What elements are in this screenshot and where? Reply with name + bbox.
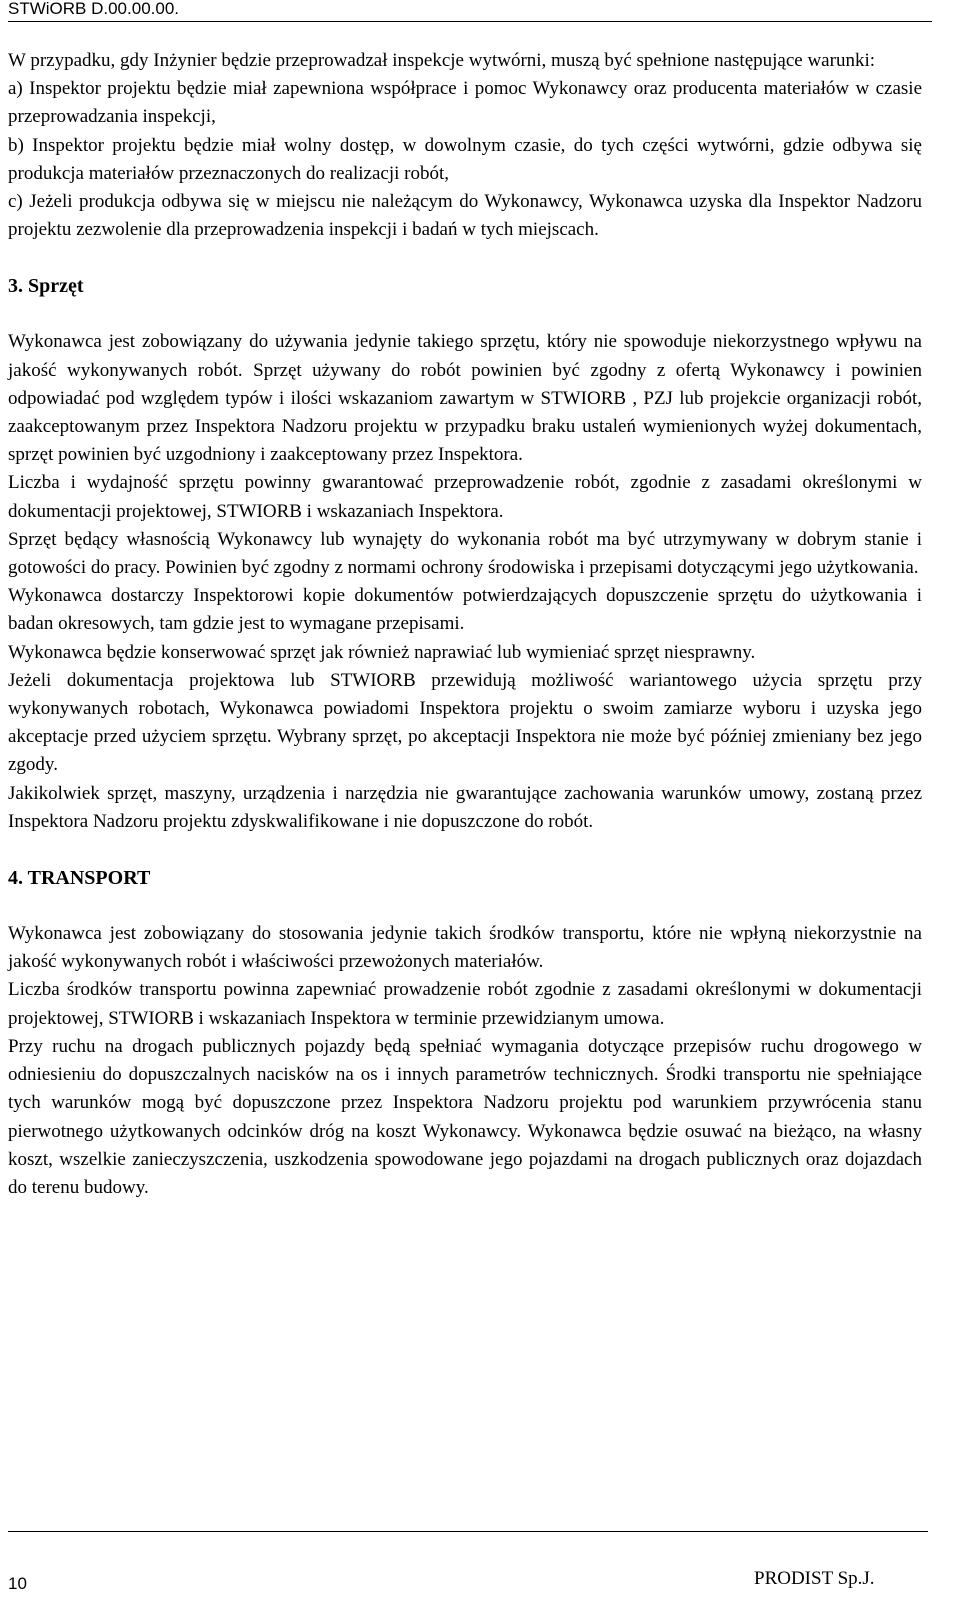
condition-a: a) Inspektor projektu będzie miał zapewniona współprace i pomoc Wykonawcy oraz producenta materiałów w czasie przeprowadzania inspekcji,: [8, 78, 922, 128]
section-heading-transport: 4. TRANSPORT: [8, 867, 151, 890]
company-name: PRODIST Sp.J.: [754, 1568, 875, 1589]
condition-b: b) Inspektor projektu będzie miał wolny dostęp, w dowolnym czasie, do tych części wytwórni, gdzie odbywa się produkcja materiałów przeznaczonych do realizacji robót,: [8, 134, 922, 184]
transport-paragraph-1: Wykonawca jest zobowiązany do stosowania jedynie takich środków transportu, które nie wpłyną niekorzystnie na jakość wykonywanych robót i właściwości przewożonych materiałów.: [8, 923, 922, 973]
spacer: [8, 244, 922, 272]
equipment-paragraph-6: Jeżeli dokumentacja projektowa lub STWIORB przewidują możliwość wariantowego użycia sprzętu przy wykonywanych robotach, Wykonawca powiadomi Inspektora projektu o swoim zamiarze wyboru i uzyska jego akceptacje przed użyciem sprzętu. Wybrany sprzęt, po akceptacji Inspektora nie może być później zmieniany bez jego zgody.: [8, 669, 922, 776]
condition-c: c) Jeżeli produkcja odbywa się w miejscu nie należącym do Wykonawcy, Wykonawca uzyska dla Inspektor Nadzoru projektu zezwolenie dla przeprowadzenia inspekcji i badań w tych miejscach.: [8, 191, 922, 241]
intro-paragraph: W przypadku, gdy Inżynier będzie przeprowadzał inspekcje wytwórni, muszą być spełnione następujące warunki:: [8, 50, 876, 71]
document-body: [8, 47, 922, 1202]
spacer: [8, 836, 922, 864]
transport-paragraph-3: Przy ruchu na drogach publicznych pojazdy będą spełniać wymagania dotyczące przepisów ruchu drogowego w odniesieniu do dopuszczalnych nacisków na os i innych parametrów technicznych. Środki transportu nie spełniające tych warunków mogą być dopuszczone przez Inspektora Nadzoru projektu pod warunkiem przywrócenia stanu pierwotnego użytkowanych odcinków dróg na koszt Wykonawcy. Wykonawca będzie osuwać na bieżąco, na własny koszt, wszelkie zanieczyszczenia, uszkodzenia spowodowane jego pojazdami na drogach publicznych oraz dojazdach do terenu budowy.: [8, 1035, 922, 1198]
spacer: [8, 892, 922, 920]
spacer: [8, 300, 922, 328]
equipment-paragraph-7: Jakikolwiek sprzęt, maszyny, urządzenia i narzędzia nie gwarantujące zachowania warunków umowy, zostaną przez Inspektora Nadzoru projektu zdyskwalifikowane i nie dopuszczone do robót.: [8, 782, 922, 832]
equipment-paragraph-1: Wykonawca jest zobowiązany do używania jedynie takiego sprzętu, który nie spowoduje niekorzystnego wpływu na jakość wykonywanych robót. Sprzęt używany do robót powinien być zgodny z ofertą Wykonawcy i powinien odpowiadać pod względem typów i ilości wskazaniom zawartym w STWIORB , PZJ lub projekcie organizacji robót, zaakceptowanym przez Inspektora Nadzoru projektu w przypadku braku ustaleń wymienionych wyżej dokumentach, sprzęt powinien być uzgodniony i zaakceptowany przez Inspektora.: [8, 331, 922, 466]
transport-paragraph-2: Liczba środków transportu powinna zapewniać prowadzenie robót zgodnie z zasadami określonymi w dokumentacji projektowej, STWIORB i wskazaniach Inspektora w terminie przewidzianym umowa.: [8, 979, 922, 1029]
equipment-paragraph-2: Liczba i wydajność sprzętu powinny gwarantować przeprowadzenie robót, zgodnie z zasadami określonymi w dokumentacji projektowej, STWIORB i wskazaniach Inspektora.: [8, 472, 922, 522]
page-number: 10: [8, 1574, 27, 1593]
page-header: [8, 0, 932, 22]
equipment-paragraph-5: Wykonawca będzie konserwować sprzęt jak również naprawiać lub wymieniać sprzęt niesprawny.: [8, 641, 756, 663]
section-heading-equipment: 3. Sprzęt: [8, 275, 84, 298]
document-code: STWiORB D.00.00.00.: [8, 0, 180, 18]
footer-divider: [8, 1531, 928, 1532]
equipment-paragraph-3: Sprzęt będący własnością Wykonawcy lub wynajęty do wykonania robót ma być utrzymywany w dobrym stanie i gotowości do pracy. Powinien być zgodny z normami ochrony środowiska i przepisami dotyczącymi jego użytkowania.: [8, 528, 922, 579]
equipment-paragraph-4: Wykonawca dostarczy Inspektorowi kopie dokumentów potwierdzających dopuszczenie sprzętu do użytkowania i badan okresowych, tam gdzie jest to wymagane przepisami.: [8, 585, 922, 635]
